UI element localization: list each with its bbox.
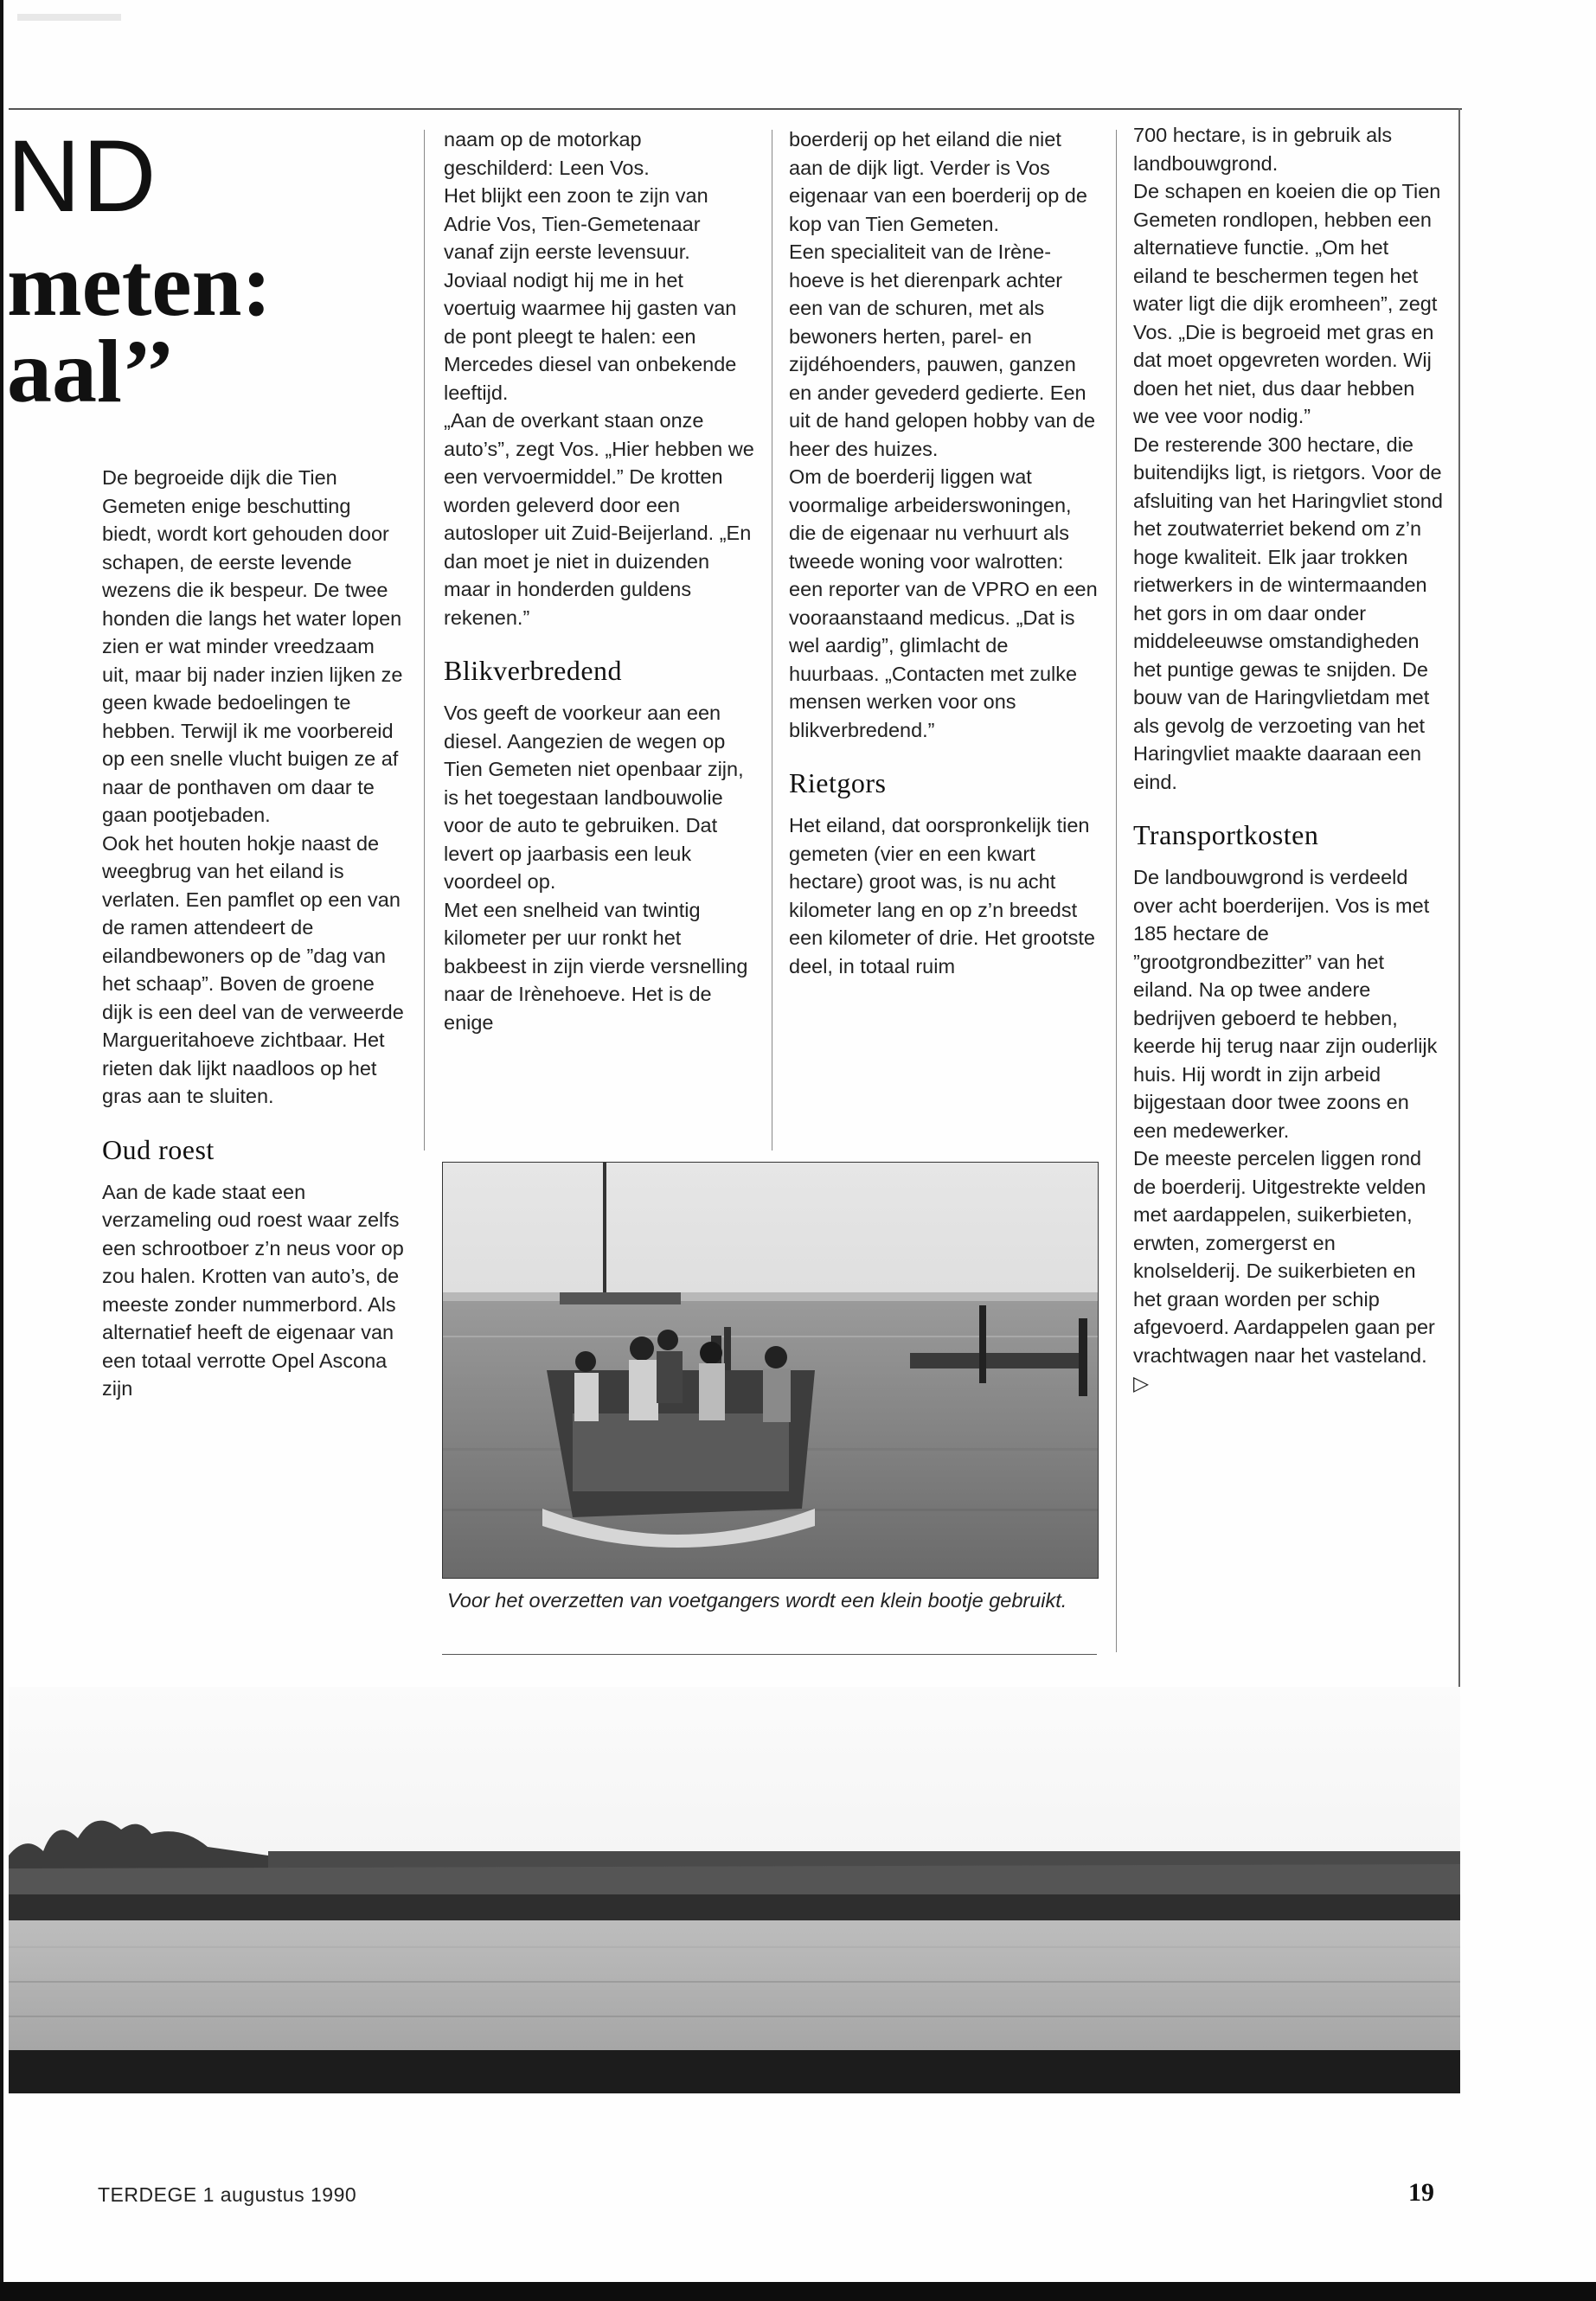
paragraph: Vos geeft de voorkeur aan een diesel. Aangezien de wegen op Tien Gemeten niet openbaar zijn, is het toegestaan landbouwolie voor de auto te gebruiken. Dat levert op jaarbasis een leuk voordeel op. — [444, 702, 744, 893]
headline-line-1: ND — [7, 119, 158, 234]
paragraph: 700 hectare, is in gebruik als landbouwgrond. — [1133, 124, 1393, 175]
footer-publication: TERDEGE 1 augustus 1990 — [98, 2183, 357, 2206]
paragraph: boerderij op het eiland die niet aan de dijk ligt. Verder is Vos eigenaar van een boerderij op de kop van Tien Gemeten. — [789, 128, 1087, 235]
paragraph: „Aan de overkant staan onze auto’s”, zegt Vos. „Hier hebben we een vervoermiddel.” De krotten worden geleverd door een autosloper uit Zuid-Beijerland. „En dan moet je niet in duizenden maar in honderden guldens rekenen.” — [444, 409, 754, 629]
headline-line-2: meten: — [7, 235, 272, 335]
landscape-photo — [9, 1687, 1460, 2093]
top-frame-rule — [9, 108, 1462, 110]
paragraph: De begroeide dijk die Tien Gemeten enige beschutting biedt, wordt kort gehouden door schapen, de eerste levende wezens die ik bespeur. De twee honden die langs het water lopen zien er wat minder vreedzaam uit, maar bij nader inzien lijken ze geen kwade bedoelingen te hebben. Terwijl ik me voorbereid op een snelle vlucht buigen ze af naar de ponthaven om daar te gaan pootjebaden. — [102, 466, 403, 826]
boat-photo — [442, 1162, 1099, 1579]
paragraph: De schapen en koeien die op Tien Gemeten rondlopen, hebben een alternatieve functie. „Om het eiland te beschermen tegen het water ligt die dijk eromheen”, zegt Vos. „Die is begroeid met gras en dat moet opgevreten worden. Wij doen het niet, dus daar hebben we vee voor nodig.” — [1133, 180, 1441, 427]
article-column-3 — [789, 125, 1100, 980]
paragraph: Het blijkt een zoon te zijn van Adrie Vos, Tien-Gemetenaar vanaf zijn eerste levensuur. Joviaal nodigt hij me in het voertuig waarmee hij gasten van de pont pleegt te halen: een Mercedes diesel van onbekende leeftijd. — [444, 184, 737, 404]
subheading-oud-roest: Oud roest — [102, 1133, 215, 1165]
paragraph: Om de boerderij liggen wat voormalige arbeiderswoningen, die de eigenaar nu verhuurt als tweede woning voor walrotten: een reporter van de VPRO en een vooraanstaand medicus. „Dat is wel aardig”, glimlacht de huurbaas. „Contacten met zulke mensen werken voor ons blikverbredend.” — [789, 465, 1098, 741]
paragraph: Met een snelheid van twintig kilometer per uur ronkt het bakbeest in zijn vierde versnelling naar de Irènehoeve. Het is de enige — [444, 898, 748, 1034]
article-column-4 — [1133, 121, 1443, 1398]
scan-smudge — [17, 14, 121, 21]
paragraph: Ook het houten hokje naast de weegbrug van het eiland is verlaten. Een pamflet op een van de ramen attendeert de eilandbewoners op de ”dag van het schaap”. Boven de groene dijk is een deel van de verweerde Margueritahoeve zichtbaar. Het rieten dak lijkt naadloos op het gras aan te sluiten. — [102, 831, 404, 1107]
paragraph: De resterende 300 hectare, die buitendijks ligt, is rietgors. Voor de afsluiting van het Haringvliet stond het zoutwaterriet bekend om z’n hoge kwaliteit. Elk jaar trokken rietwerkers in de wintermaanden het gors in om daar onder middeleeuwse omstandigheden het puntige gewas te snijden. De bouw van de Haringvlietdam met als gevolg de verzoeting van het Haringvliet maakte daaraan een eind. — [1133, 433, 1443, 793]
subheading-blikverbredend: Blikverbredend — [444, 655, 623, 686]
paragraph: Een specialiteit van de Irène-hoeve is het dierenpark achter een van de schuren, met als bewoners herten, parel- en zijdéhoenders, pauwen, ganzen en ander gevederd gedierte. Een uit de hand gelopen hobby van de heer des huizes. — [789, 240, 1096, 460]
paragraph: naam op de motorkap geschilderd: Leen Vos. — [444, 128, 650, 179]
page-bottom-bar — [0, 2282, 1596, 2301]
paragraph: Aan de kade staat een verzameling oud roest waar zelfs een schrootboer z’n neus voor op zou halen. Krotten van auto’s, de meeste zonder nummerbord. Als alternatief heeft de eigenaar van een totaal verrotte Opel Ascona zijn — [102, 1180, 404, 1400]
page-number: 19 — [1408, 2178, 1434, 2207]
subheading-rietgors: Rietgors — [789, 767, 887, 798]
paragraph: De meeste percelen liggen rond de boerderij. Uitgestrekte velden met aardappelen, suikerbieten, erwten, zomergerst en knolselderij. De suikerbieten en het graan worden per schip afgevoerd. Aardappelen gaan per vrachtwagen naar het vasteland. ▷ — [1133, 1147, 1435, 1394]
photo-caption: Voor het overzetten van voetgangers wordt een klein bootje gebruikt. — [447, 1589, 1067, 1612]
page-edge-bar — [0, 0, 3, 2301]
article-column-2 — [444, 125, 755, 1036]
subheading-transportkosten: Transportkosten — [1133, 819, 1319, 850]
headline-line-3: aal’’ — [7, 322, 176, 421]
article-column-1 — [102, 464, 405, 1403]
column-divider — [424, 130, 425, 1150]
paragraph: De landbouwgrond is verdeeld over acht boerderijen. Vos is met 185 hectare de ”grootgrondbezitter” van het eiland. Na op twee andere bedrijven geboerd te hebben, keerde hij terug naar zijn ouderlijk huis. Hij wordt in zijn arbeid bijgestaan door twee zoons en een medewerker. — [1133, 866, 1438, 1142]
caption-rule — [442, 1654, 1097, 1655]
column-divider — [1116, 130, 1117, 1652]
paragraph: Het eiland, dat oorspronkelijk tien gemeten (vier en een kwart hectare) groot was, is nu acht kilometer lang en op z’n breedst een kilometer of drie. Het grootste deel, in totaal ruim — [789, 814, 1095, 977]
